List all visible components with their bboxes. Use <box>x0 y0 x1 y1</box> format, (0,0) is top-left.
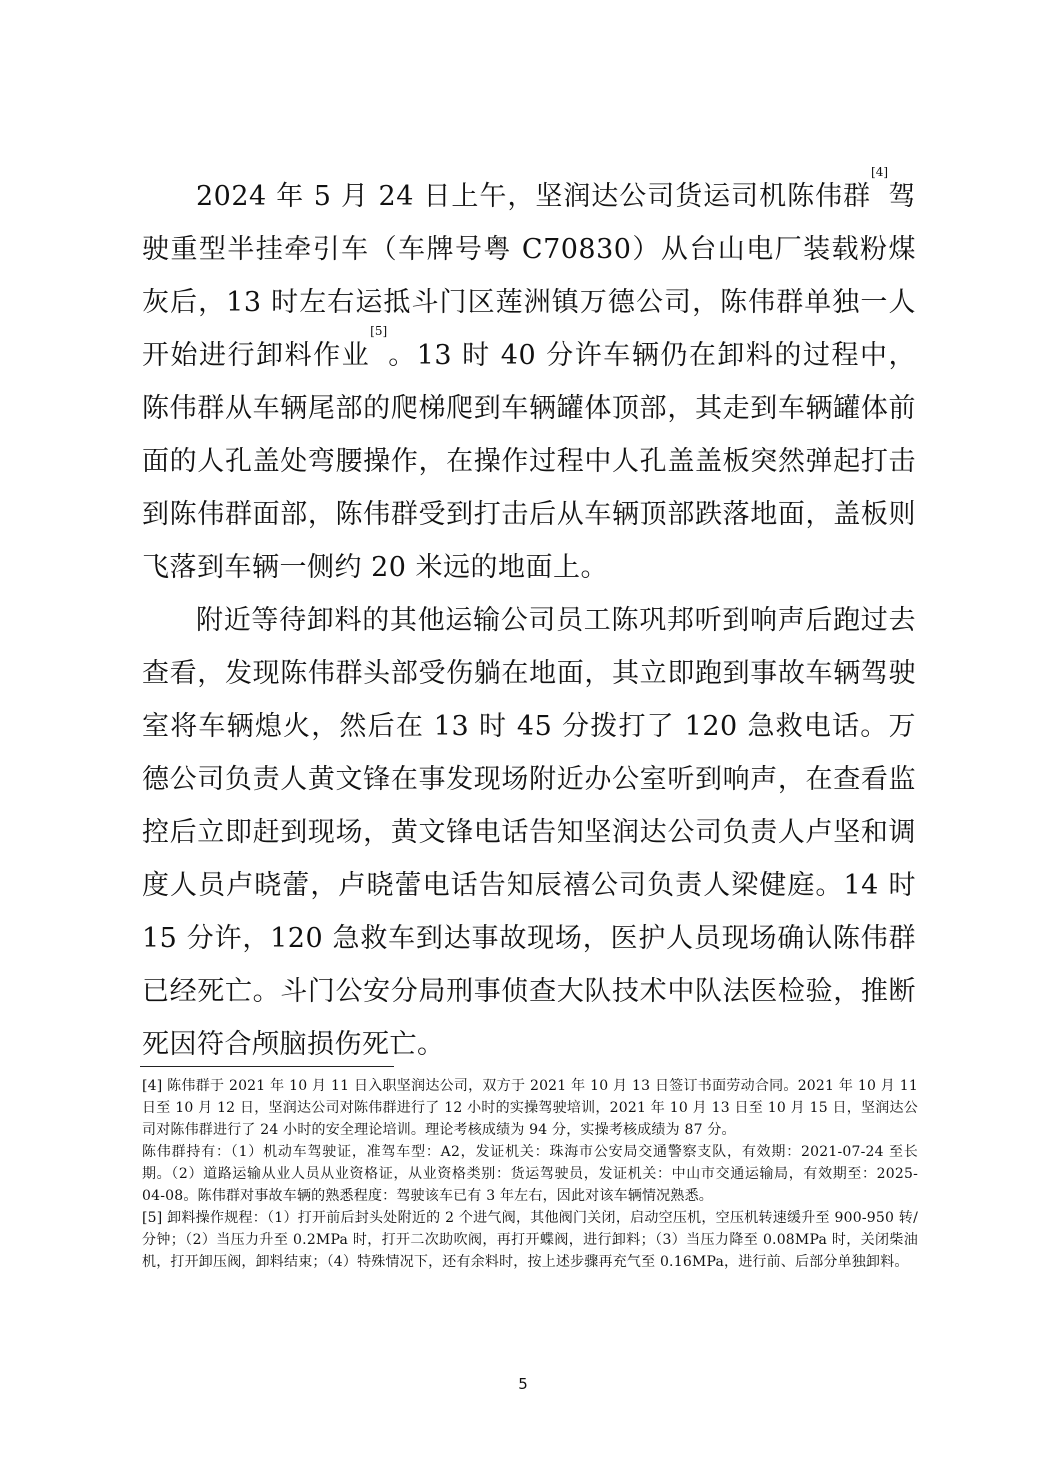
body-text <box>142 165 916 1071</box>
paragraph-accident-description <box>142 165 916 594</box>
footnote-ref-4[interactable]: [4] <box>871 165 889 179</box>
footnote-5: [5] 卸料操作规程：（1）打开前后封头处附近的 2 个进气阀，其他阀门关闭，启动空压机，空压机转速缓升至 900-950 转/分钟；（2）当压力升至 0.2MPa 时，打开二次助吹阀，再打开蝶阀，进行卸料；（3）当压力降至 0.08MPa 时，关闭柴油机，打开卸压阀，卸料结束；（4）特殊情况下，还有余料时，按上述步骤再充气至 0.16MPa，进行前、后部分单独卸料。 <box>142 1210 918 1270</box>
footnote-4-continued: 陈伟群持有：（1）机动车驾驶证，准驾车型：A2，发证机关：珠海市公安局交通警察支队，有效期：2021-07-24 至长期。（2）道路运输从业人员从业资格证，从业资格类别：货运驾驶员，发证机关：中山市交通运输局，有效期至：2025-04-08。陈伟群对事故车辆的熟悉程度：驾驶该车已有 3 年左右，因此对该车辆情况熟悉。 <box>142 1144 918 1204</box>
footnote-4: [4] 陈伟群于 2021 年 10 月 11 日入职坚润达公司，双方于 2021 年 10 月 13 日签订书面劳动合同。2021 年 10 月 11 日至 10 月 12 日，坚润达公司对陈伟群进行了 12 小时的实操驾驶培训，2021 年 10 月 13 日至 10 月 15 日，坚润达公司对陈伟群进行了 24 小时的安全理论培训。理论考核成绩为 94 分，实操考核成绩为 87 分。 <box>142 1078 918 1138</box>
footnote-separator <box>140 1066 394 1067</box>
footnotes <box>142 1075 918 1273</box>
paragraph-text: 。13 时 40 分许车辆仍在卸料的过程中，陈伟群从车辆尾部的爬梯爬到车辆罐体顶部，其走到车辆罐体前面的人孔盖处弯腰操作，在操作过程中人孔盖盖板突然弹起打击到陈伟群面部，陈伟群受到打击后从车辆顶部跌落地面，盖板则飞落到车辆一侧约 20 米远的地面上。 <box>142 340 916 583</box>
page-number: 5 <box>518 1375 528 1393</box>
paragraph-text: 驾驶重型半挂牵引车（车牌号粤 C70830）从台山电厂装载粉煤灰后，13 时左右运抵斗门区莲洲镇万德公司，陈伟群单独一人开始进行卸料作业 <box>142 181 916 371</box>
paragraph-rescue-description: 附近等待卸料的其他运输公司员工陈巩邦听到响声后跑过去查看，发现陈伟群头部受伤躺在地面，其立即跑到事故车辆驾驶室将车辆熄火，然后在 13 时 45 分拨打了 120 急救电话。万德公司负责人黄文锋在事发现场附近办公室听到响声，在查看监控后立即赶到现场，黄文锋电话告知坚润达公司负责人卢坚和调度人员卢晓蕾，卢晓蕾电话告知辰禧公司负责人梁健庭。14 时 15 分许，120 急救车到达事故现场，医护人员现场确认陈伟群已经死亡。斗门公安分局刑事侦查大队技术中队法医检验，推断死因符合颅脑损伤死亡。 <box>142 605 916 1060</box>
paragraph-text: 2024 年 5 月 24 日上午，坚润达公司货运司机陈伟群 <box>196 181 872 212</box>
footnote-ref-5[interactable]: [5] <box>370 324 388 338</box>
